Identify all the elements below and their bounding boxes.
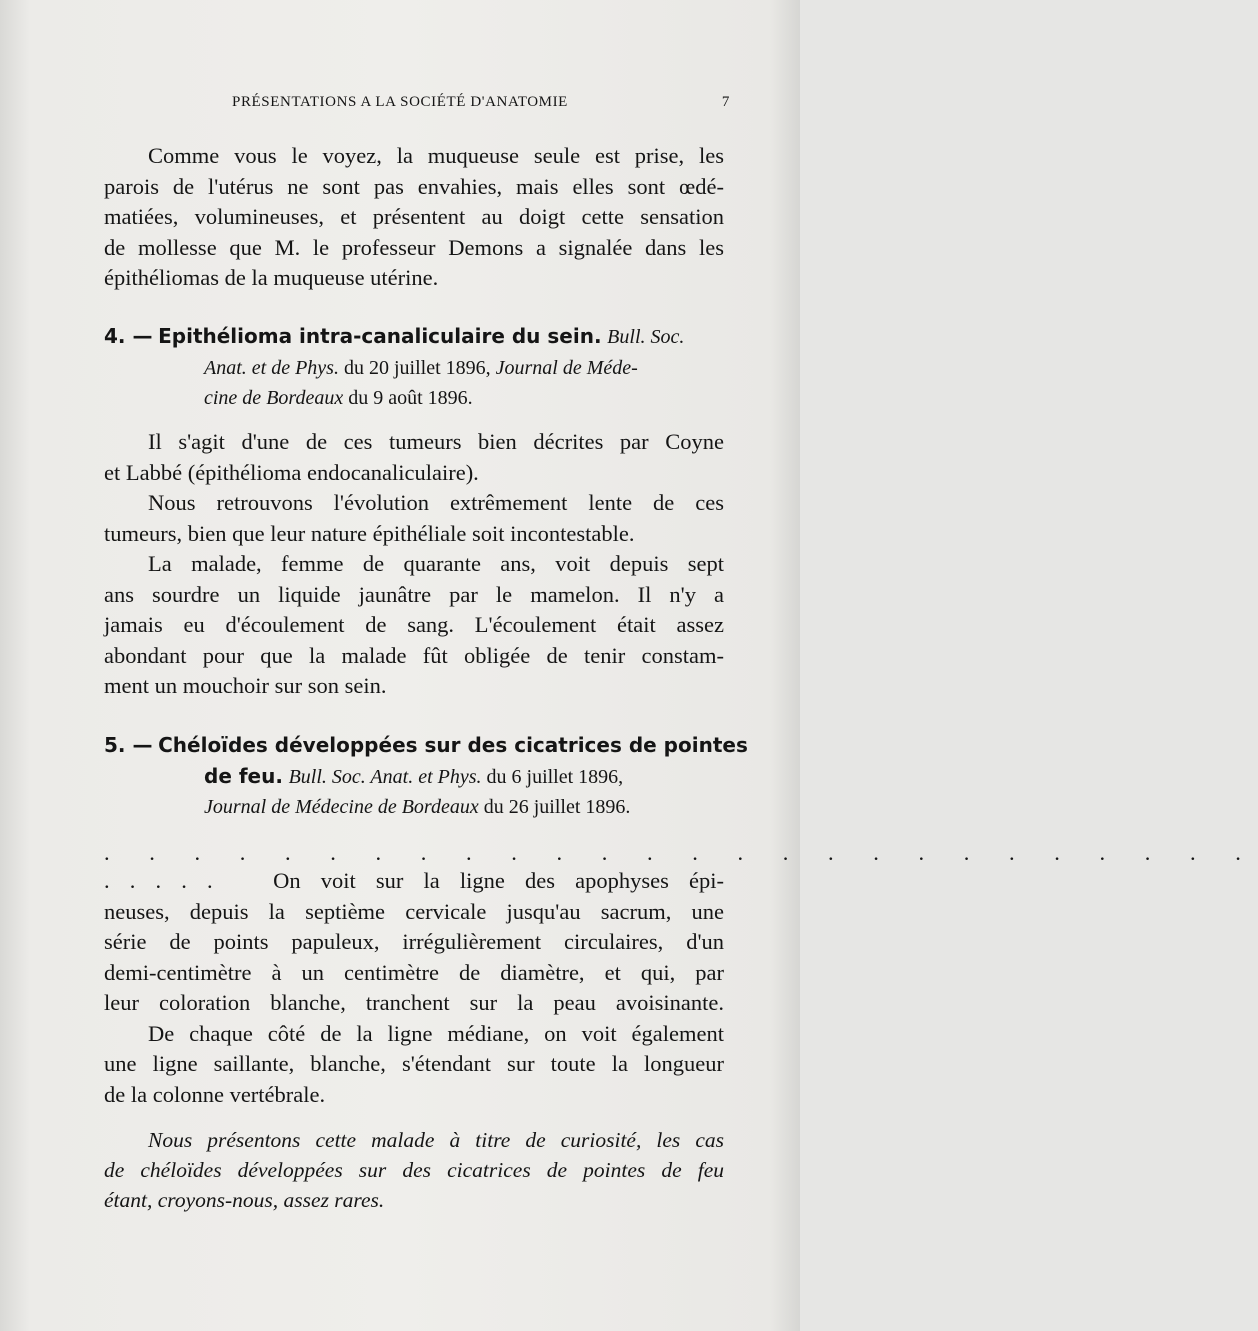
- section-5-title-line: [104, 730, 748, 761]
- section-title: Epithélioma intra-canaliculaire du sein.: [158, 324, 602, 348]
- text-line: leur coloration blanche, tranchent sur la peau avoisinante.: [104, 990, 724, 1015]
- section-4-ref-line: [104, 383, 724, 414]
- text-line: ans sourdre un liquide jaunâtre par le mamelon. Il n'y a: [104, 581, 724, 607]
- text-line: matiées, volumineuses, et présentent au doigt cette sensation: [104, 204, 724, 229]
- reference-date: du 20 juillet 1896,: [338, 356, 491, 379]
- text-line: parois de l'utérus ne sont pas envahies, mais elles sont œdé-: [104, 173, 724, 199]
- section-5-heading: [104, 730, 748, 823]
- section-5-ref-line: [104, 792, 724, 823]
- text-line: Il s'agit d'une de ces tumeurs bien décrites par Coyne: [148, 429, 724, 454]
- text-line: De chaque côté de la ligne médiane, on voit également: [148, 1020, 724, 1046]
- reference-journal: Journal de Méde-: [495, 356, 638, 379]
- paragraph-2: [104, 427, 724, 702]
- section-4-title-line: [104, 321, 724, 353]
- text-line: et Labbé (épithélioma endocanaliculaire).: [104, 459, 479, 485]
- text-line: ment un mouchoir sur son sein.: [104, 673, 387, 698]
- text-line: La malade, femme de quarante ans, voit depuis sept: [148, 551, 724, 576]
- paragraph-closing: [104, 1125, 724, 1215]
- text-line: neuses, depuis la septième cervicale jusqu'au sacrum, une: [104, 898, 724, 924]
- text-line: série de points papuleux, irrégulièrement circulaires, d'un: [104, 929, 724, 954]
- reference-date: du 26 juillet 1896.: [478, 796, 631, 818]
- text-line: Nous présentons cette malade à titre de curiosité, les cas: [148, 1128, 724, 1152]
- text-line: de mollesse que M. le professeur Demons a signalée dans les: [104, 234, 724, 260]
- section-reference: Bull. Soc.: [607, 326, 685, 348]
- section-title: Chéloïdes développées sur des cicatrices de pointes: [158, 733, 748, 757]
- reference-journal: Journal de Médecine de Bordeaux: [204, 796, 479, 818]
- text-line: . . . . . On voit sur la ligne des apophyses épi-: [104, 868, 724, 893]
- section-5-ref-line: [104, 761, 724, 793]
- text-line: de la colonne vertébrale.: [104, 1081, 326, 1107]
- reference-date: du 6 juillet 1896,: [481, 765, 624, 788]
- text-line: étant, croyons-nous, assez rares.: [104, 1188, 385, 1212]
- text-line: Comme vous le voyez, la muqueuse seule est prise, les: [148, 143, 724, 168]
- text-line: Nous retrouvons l'évolution extrêmement lente de ces: [148, 490, 724, 515]
- section-number: 4. —: [104, 324, 153, 348]
- text-line: demi-centimètre à un centimètre de diamètre, et qui, par: [104, 959, 724, 985]
- text-line: épithéliomas de la muqueuse utérine.: [104, 265, 439, 290]
- paragraph-1: [104, 141, 724, 294]
- text-line: une ligne saillante, blanche, s'étendant sur toute la longueur: [104, 1051, 724, 1076]
- text-line: abondant pour que la malade fût obligée de tenir constam-: [104, 642, 724, 668]
- running-header: [232, 94, 730, 111]
- reference-italic: cine de Bordeaux: [204, 387, 344, 409]
- reference-date: du 9 août 1896.: [343, 387, 473, 409]
- section-title-continued: de feu.: [204, 763, 283, 788]
- text-line: jamais eu d'écoulement de sang. L'écoulement était assez: [104, 612, 724, 637]
- paragraph-5: [104, 866, 724, 1110]
- page-number: 7: [721, 94, 730, 110]
- reference-italic: Bull. Soc. Anat. et Phys.: [288, 765, 482, 788]
- reference-italic: Anat. et de Phys.: [204, 356, 339, 379]
- text-line: de chéloïdes développées sur des cicatrices de pointes de feu: [104, 1158, 724, 1182]
- section-4-ref-line: [104, 353, 724, 384]
- section-number: 5. —: [104, 733, 153, 757]
- text-line: tumeurs, bien que leur nature épithéliale soit incontestable.: [104, 520, 635, 546]
- section-4-heading: [104, 321, 724, 414]
- header-title: PRÉSENTATIONS A LA SOCIÉTÉ D'ANATOMIE: [232, 94, 568, 110]
- ellipsis-line: . . . . . . . . . . . . . . . . . . . . . . . . . .: [104, 840, 1258, 865]
